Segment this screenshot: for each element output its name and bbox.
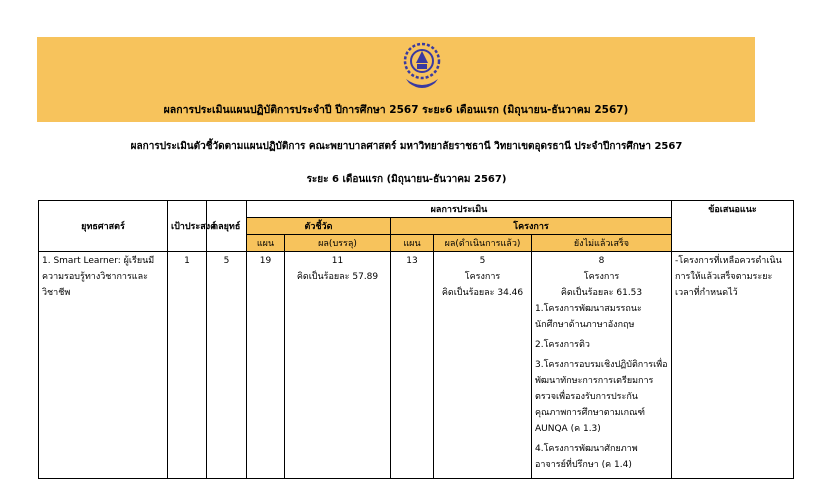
cell-target: 1 bbox=[168, 252, 207, 479]
project-not-done-value: 8 bbox=[598, 256, 605, 266]
banner-title: ผลการประเมินแผนปฏิบัติการประจำปี ปีการศึกษา 2567 ระยะ6 เดือนแรก (มิถุนายน-ธันวาคม 2567) bbox=[163, 104, 629, 116]
cell-project-done bbox=[434, 252, 532, 479]
header-indicator-achieved: ผล(บรรลุ) bbox=[285, 235, 391, 252]
header-project-not-done: ยังไม่แล้วเสร็จ bbox=[532, 235, 672, 252]
pending-project-list bbox=[535, 301, 668, 473]
header-project-plan: แผน bbox=[391, 235, 434, 252]
cell-tactic: 5 bbox=[207, 252, 247, 479]
project-not-done-pct: คิดเป็นร้อยละ 61.53 bbox=[560, 288, 643, 298]
project-done-value: 5 bbox=[479, 256, 486, 266]
cell-indicator-achieved bbox=[285, 252, 391, 479]
cell-project-plan: 13 bbox=[391, 252, 434, 479]
project-done-unit: โครงการ bbox=[464, 272, 501, 282]
list-item: 2.โครงการติว bbox=[535, 340, 590, 350]
indicator-achieved-pct: คิดเป็นร้อยละ 57.89 bbox=[296, 272, 379, 282]
project-not-done-unit: โครงการ bbox=[583, 272, 620, 282]
header-suggestion: ข้อเสนอแนะ bbox=[672, 201, 794, 252]
list-item: 4.โครงการพัฒนาศักยภาพอาจารย์ที่ปรึกษา (ค 1.4) bbox=[535, 444, 638, 470]
evaluation-table bbox=[38, 200, 794, 479]
list-item: 1.โครงการพัฒนาสมรรถนะนักศึกษาด้านภาษาอังกฤษ bbox=[535, 304, 642, 330]
university-seal-logo bbox=[402, 39, 442, 95]
subtitle-line-2: ระยะ 6 เดือนแรก (มิถุนายน-ธันวาคม 2567) bbox=[306, 174, 507, 185]
project-done-pct: คิดเป็นร้อยละ 34.46 bbox=[441, 288, 524, 298]
subtitle-line-1: ผลการประเมินตัวชี้วัดตามแผนปฏิบัติการ คณะพยาบาลศาสตร์ มหาวิทยาลัยราชธานี วิทยาเขตอุดรธานี ประจำปีการศึกษา 2567 bbox=[130, 141, 683, 152]
header-target: เป้าประสงค์ bbox=[168, 201, 207, 252]
header-evaluation: ผลการประเมิน bbox=[247, 201, 672, 218]
header-banner bbox=[37, 37, 755, 122]
header-project-done: ผล(ดำเนินการแล้ว) bbox=[434, 235, 532, 252]
header-tactic: กลยุทธ์ bbox=[207, 201, 247, 252]
header-strategy: ยุทธศาสตร์ bbox=[39, 201, 168, 252]
header-indicator: ตัวชี้วัด bbox=[247, 218, 391, 235]
cell-indicator-plan: 19 bbox=[247, 252, 285, 479]
table-row bbox=[39, 252, 794, 479]
cell-suggestion: -โครงการที่เหลือควรดำเนินการให้แล้วเสร็จตามระยะเวลาที่กำหนดไว้ bbox=[672, 252, 794, 479]
header-project: โครงการ bbox=[391, 218, 672, 235]
cell-project-not-done bbox=[532, 252, 672, 479]
list-item: 3.โครงการอบรมเชิงปฏิบัติการเพื่อพัฒนาทักษะการการเตรียมการตรวจเพื่อรองรับการประกันคุณภาพการศึกษาตามเกณฑ์ AUNQA (ค 1.3) bbox=[535, 360, 668, 434]
header-indicator-plan: แผน bbox=[247, 235, 285, 252]
cell-strategy: 1. Smart Learner: ผู้เรียนมีความรอบรู้ทางวิชาการและวิชาชีพ bbox=[39, 252, 168, 479]
indicator-achieved-value: 11 bbox=[331, 256, 344, 266]
